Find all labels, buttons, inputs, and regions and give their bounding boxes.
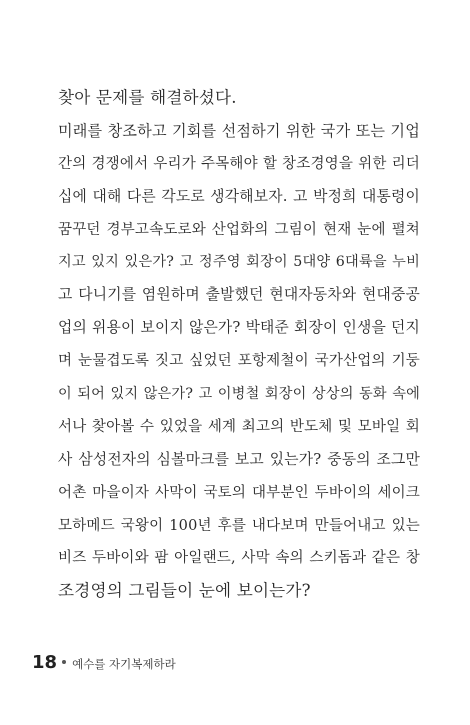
text-line: 조경영의 그림들이 눈에 보이는가? <box>58 581 311 601</box>
text-line: 간의 경쟁에서 우리가 주목해야 할 창조경영을 위한 리더 <box>58 155 420 172</box>
text-line: 모하메드 국왕이 100년 후를 내다보며 만들어내고 있는 <box>58 517 420 534</box>
text-line: 비즈 두바이와 팜 아일랜드, 사막 속의 스키돔과 같은 창 <box>58 550 420 567</box>
bullet-separator-icon <box>62 660 66 664</box>
page-number: 18 <box>32 652 58 673</box>
text-line: 미래를 창조하고 기회를 선점하기 위한 국가 또는 기업 <box>58 121 420 140</box>
running-book-title: 예수를 자기복제하라 <box>72 657 176 671</box>
text-line: 꿈꾸던 경부고속도로와 산업화의 그림이 현재 눈에 펼쳐 <box>58 221 420 238</box>
text-line: 서나 찾아볼 수 있었을 세계 최고의 반도체 및 모바일 회 <box>58 418 420 435</box>
text-line: 사 삼성전자의 심볼마크를 보고 있는가? 중동의 조그만 <box>58 450 420 468</box>
text-line: 어촌 마을이자 사막이 국토의 대부분인 두바이의 세이크 <box>58 484 420 501</box>
text-line: 업의 위용이 보이지 않은가? 박태준 회장이 인생을 던지 <box>58 319 420 337</box>
body-text <box>58 82 420 608</box>
text-line: 며 눈물겹도록 짓고 싶었던 포항제철이 국가산업의 기둥 <box>58 353 420 370</box>
text-line: 찾아 문제를 해결하셨다. <box>58 88 237 107</box>
page-footer <box>32 652 176 673</box>
text-line: 십에 대해 다른 각도로 생각해보자. 고 박정희 대통령이 <box>58 187 420 205</box>
text-line: 고 다니기를 염원하며 출발했던 현대자동차와 현대중공 <box>58 286 420 304</box>
text-line: 이 되어 있지 않은가? 고 이병철 회장이 상상의 동화 속에 <box>58 386 420 403</box>
text-line: 지고 있지 있은가? 고 정주영 회장이 5대양 6대륙을 누비 <box>58 254 420 271</box>
